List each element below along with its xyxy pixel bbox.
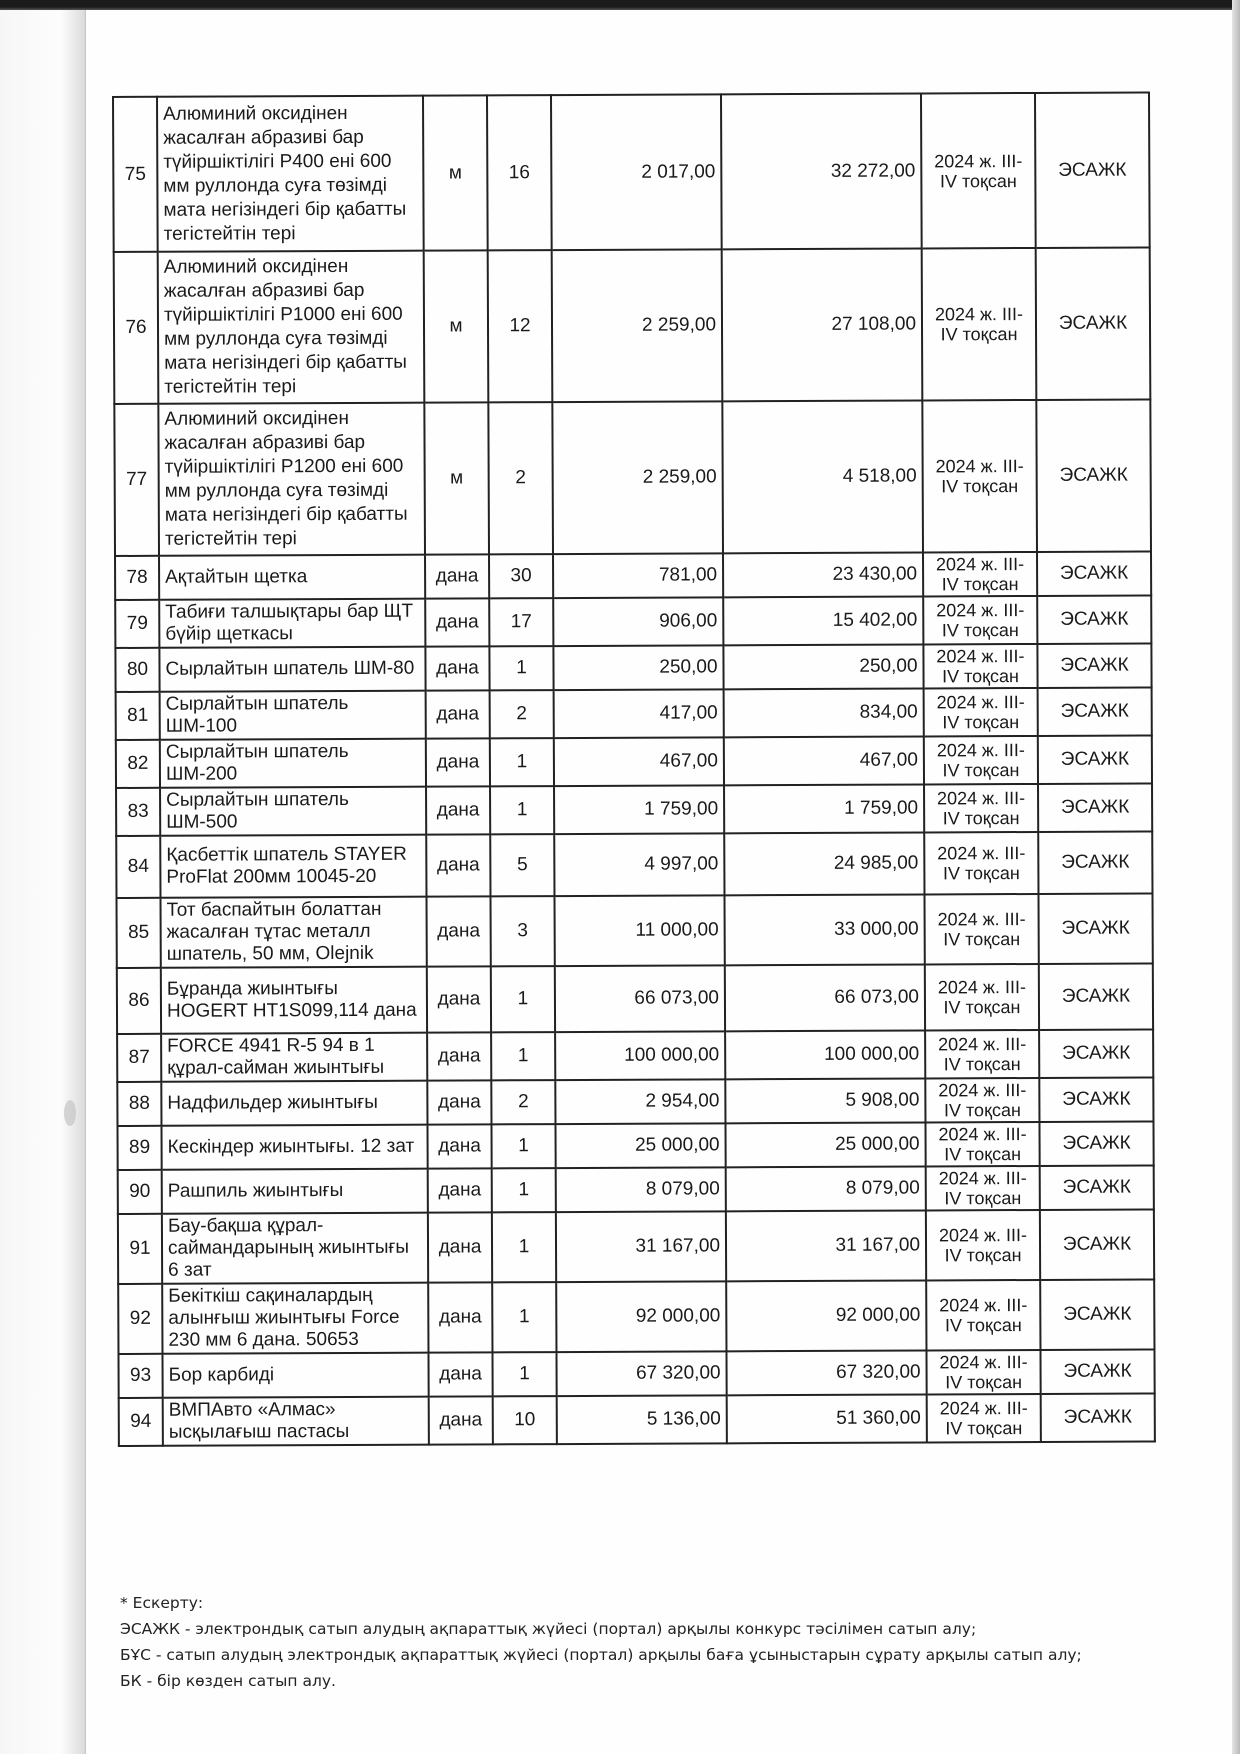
procurement-period: 2024 ж. III-IV тоқсан bbox=[922, 248, 1037, 400]
row-number: 84 bbox=[116, 836, 160, 898]
procurement-method: ЭСАЖК bbox=[1038, 831, 1152, 893]
unit-price: 2 017,00 bbox=[551, 94, 722, 250]
footnote-block bbox=[120, 1590, 1082, 1694]
table-row bbox=[117, 1077, 1153, 1126]
procurement-period: 2024 ж. III-IV тоқсан bbox=[925, 964, 1039, 1030]
unit: дана bbox=[426, 738, 490, 786]
total-amount: 1 759,00 bbox=[724, 784, 924, 833]
total-amount: 31 167,00 bbox=[726, 1210, 926, 1281]
unit: дана bbox=[428, 1282, 492, 1352]
procurement-method: ЭСАЖК bbox=[1040, 1349, 1154, 1393]
quantity: 1 bbox=[490, 738, 554, 786]
item-name: Тот баспайтын болаттан жасалған тұтас металл шпатель, 50 мм, Olejnik bbox=[160, 897, 426, 968]
procurement-period: 2024 ж. III-IV тоқсан bbox=[924, 688, 1038, 736]
unit: дана bbox=[426, 834, 490, 896]
unit-price: 417,00 bbox=[554, 689, 724, 738]
row-number: 75 bbox=[113, 97, 158, 252]
table-row bbox=[117, 1121, 1153, 1170]
quantity: 1 bbox=[492, 1168, 556, 1212]
unit: м bbox=[424, 402, 489, 554]
quantity: 30 bbox=[489, 554, 553, 598]
procurement-period: 2024 ж. III-IV тоқсан bbox=[925, 1122, 1039, 1166]
total-amount: 467,00 bbox=[724, 736, 924, 785]
procurement-period: 2024 ж. III-IV тоқсан bbox=[925, 1030, 1039, 1078]
procurement-period: 2024 ж. III-IV тоқсан bbox=[921, 93, 1036, 248]
footnote-esazhk: ЭСАЖК - электрондық сатып алудың ақпараттық жүйесі (портал) арқылы конкурс тәсілімен сатып алу; bbox=[120, 1620, 977, 1638]
procurement-method: ЭСАЖК bbox=[1036, 247, 1151, 399]
procurement-period: 2024 ж. III-IV тоқсан bbox=[924, 736, 1038, 784]
item-name: Сырлайтын шпатель ШМ-100 bbox=[160, 691, 426, 740]
unit-price: 2 954,00 bbox=[555, 1079, 725, 1124]
quantity: 5 bbox=[490, 834, 554, 896]
row-number: 77 bbox=[114, 404, 159, 556]
item-name: Табиғи талшықтары бар ЩТ бүйір щеткасы bbox=[159, 599, 425, 648]
unit: дана bbox=[428, 1168, 492, 1212]
quantity: 1 bbox=[491, 1032, 555, 1080]
total-amount: 8 079,00 bbox=[726, 1166, 926, 1211]
total-amount: 32 272,00 bbox=[721, 93, 922, 249]
quantity: 1 bbox=[492, 1212, 556, 1282]
row-number: 86 bbox=[117, 968, 161, 1034]
table-row bbox=[115, 551, 1151, 600]
unit: дана bbox=[425, 646, 489, 690]
unit-price: 67 320,00 bbox=[556, 1351, 726, 1396]
unit-price: 467,00 bbox=[554, 737, 724, 786]
procurement-period: 2024 ж. III-IV тоқсан bbox=[922, 400, 1037, 552]
procurement-method: ЭСАЖК bbox=[1038, 783, 1152, 831]
unit: м bbox=[424, 250, 489, 402]
procurement-table bbox=[112, 91, 1156, 1447]
procurement-method: ЭСАЖК bbox=[1041, 1393, 1155, 1441]
procurement-period: 2024 ж. III-IV тоқсан bbox=[923, 596, 1037, 644]
unit-price: 5 136,00 bbox=[557, 1395, 727, 1444]
total-amount: 5 908,00 bbox=[725, 1078, 925, 1123]
procurement-method: ЭСАЖК bbox=[1040, 1279, 1154, 1349]
item-name: Алюминий оксидінен жасалған абразиві бар түйіршіктілігі Р400 ені 600 мм руллонда суға төзімді мата негізіндегі бір қабатты тегістейтін тері bbox=[157, 96, 424, 252]
total-amount: 100 000,00 bbox=[725, 1030, 925, 1079]
document-page bbox=[86, 10, 1232, 1754]
total-amount: 834,00 bbox=[724, 688, 924, 737]
scanner-top-edge bbox=[0, 0, 1240, 10]
row-number: 85 bbox=[116, 898, 160, 968]
table-row bbox=[115, 595, 1151, 648]
quantity: 17 bbox=[489, 598, 553, 646]
quantity: 1 bbox=[491, 966, 555, 1032]
total-amount: 92 000,00 bbox=[726, 1280, 926, 1351]
procurement-method: ЭСАЖК bbox=[1035, 92, 1150, 247]
unit: дана bbox=[427, 1080, 491, 1124]
unit: дана bbox=[428, 1212, 492, 1282]
procurement-period: 2024 ж. III-IV тоқсан bbox=[923, 644, 1037, 688]
item-name: Сырлайтын шпатель ШМ-80 bbox=[159, 647, 425, 692]
item-name: Ақтайтын щетка bbox=[159, 555, 425, 600]
unit: дана bbox=[426, 896, 490, 966]
row-number: 91 bbox=[118, 1214, 162, 1284]
unit: м bbox=[423, 95, 488, 250]
row-number: 90 bbox=[118, 1170, 162, 1214]
scanner-right-edge bbox=[1232, 0, 1240, 1754]
procurement-period: 2024 ж. III-IV тоқсан bbox=[926, 1280, 1040, 1350]
unit: дана bbox=[426, 690, 490, 738]
quantity: 16 bbox=[487, 95, 552, 250]
table-row bbox=[118, 1165, 1154, 1214]
total-amount: 27 108,00 bbox=[722, 248, 923, 401]
procurement-method: ЭСАЖК bbox=[1040, 1209, 1154, 1279]
quantity: 1 bbox=[492, 1352, 556, 1396]
total-amount: 4 518,00 bbox=[722, 400, 923, 553]
row-number: 81 bbox=[116, 692, 160, 740]
item-name: Сырлайтын шпатель ШМ-200 bbox=[160, 739, 426, 788]
procurement-method: ЭСАЖК bbox=[1039, 963, 1153, 1029]
unit-price: 8 079,00 bbox=[556, 1167, 726, 1212]
row-number: 88 bbox=[117, 1082, 161, 1126]
quantity: 10 bbox=[493, 1396, 557, 1444]
unit-price: 92 000,00 bbox=[556, 1281, 726, 1352]
table-row bbox=[113, 92, 1150, 252]
table-row bbox=[116, 831, 1152, 898]
total-amount: 23 430,00 bbox=[723, 552, 923, 597]
total-amount: 15 402,00 bbox=[723, 596, 923, 645]
procurement-method: ЭСАЖК bbox=[1038, 687, 1152, 735]
quantity: 3 bbox=[490, 896, 554, 966]
unit: дана bbox=[425, 554, 489, 598]
item-name: Сырлайтын шпатель ШМ-500 bbox=[160, 787, 426, 836]
total-amount: 67 320,00 bbox=[726, 1350, 926, 1395]
item-name: Кескіндер жиынтығы. 12 зат bbox=[161, 1125, 427, 1170]
quantity: 1 bbox=[492, 1282, 556, 1352]
unit: дана bbox=[427, 1124, 491, 1168]
unit-price: 100 000,00 bbox=[555, 1031, 725, 1080]
unit: дана bbox=[428, 1352, 492, 1396]
quantity: 2 bbox=[490, 690, 554, 738]
item-name: Бекіткіш сақиналардың алынғыш жиынтығы Force 230 мм 6 дана. 50653 bbox=[162, 1283, 428, 1354]
unit-price: 906,00 bbox=[553, 597, 723, 646]
unit-price: 4 997,00 bbox=[554, 833, 724, 896]
table-row bbox=[114, 399, 1151, 556]
row-number: 78 bbox=[115, 556, 159, 600]
unit: дана bbox=[427, 966, 491, 1032]
table-row bbox=[115, 643, 1151, 692]
page-fold-margin bbox=[0, 10, 86, 1754]
quantity: 1 bbox=[490, 786, 554, 834]
procurement-method: ЭСАЖК bbox=[1038, 735, 1152, 783]
row-number: 80 bbox=[115, 648, 159, 692]
unit-price: 781,00 bbox=[553, 553, 723, 598]
procurement-period: 2024 ж. III-IV тоқсан bbox=[926, 1210, 1040, 1280]
table-row bbox=[119, 1393, 1155, 1446]
table-row bbox=[114, 247, 1151, 404]
table-row bbox=[118, 1209, 1154, 1284]
procurement-period: 2024 ж. III-IV тоқсан bbox=[924, 832, 1038, 894]
unit-price: 2 259,00 bbox=[552, 249, 723, 402]
procurement-method: ЭСАЖК bbox=[1040, 1165, 1154, 1209]
row-number: 93 bbox=[118, 1354, 162, 1398]
unit-price: 250,00 bbox=[553, 645, 723, 690]
table-row bbox=[116, 687, 1152, 740]
item-name: Рашпиль жиынтығы bbox=[162, 1169, 428, 1214]
procurement-method: ЭСАЖК bbox=[1037, 643, 1151, 687]
procurement-method: ЭСАЖК bbox=[1036, 399, 1151, 551]
quantity: 2 bbox=[488, 402, 553, 554]
table-row bbox=[116, 735, 1152, 788]
quantity: 1 bbox=[489, 646, 553, 690]
item-name: Бұранда жиынтығы HOGERT HT1S099,114 дана bbox=[161, 967, 427, 1034]
footnote-title: * Ескерту: bbox=[120, 1594, 204, 1612]
item-name: Бор карбиді bbox=[162, 1353, 428, 1398]
procurement-period: 2024 ж. III-IV тоқсан bbox=[927, 1394, 1041, 1442]
row-number: 92 bbox=[118, 1284, 162, 1354]
row-number: 83 bbox=[116, 788, 160, 836]
unit-price: 25 000,00 bbox=[555, 1123, 725, 1168]
quantity: 1 bbox=[491, 1124, 555, 1168]
unit: дана bbox=[427, 1032, 491, 1080]
procurement-period: 2024 ж. III-IV тоқсан bbox=[923, 552, 1037, 596]
table-body bbox=[113, 92, 1155, 1446]
unit: дана bbox=[425, 598, 489, 646]
table-row bbox=[118, 1349, 1154, 1398]
unit-price: 1 759,00 bbox=[554, 785, 724, 834]
footnote-bus: БҰС - сатып алудың электрондық ақпараттық жүйесі (портал) арқылы баға ұсыныстарын сұрату арқылы сатып алу; bbox=[120, 1646, 1082, 1664]
procurement-period: 2024 ж. III-IV тоқсан bbox=[926, 1166, 1040, 1210]
total-amount: 250,00 bbox=[723, 644, 923, 689]
item-name: ВМПАвто «Алмас» ысқылағыш пастасы bbox=[163, 1397, 429, 1446]
quantity: 2 bbox=[491, 1080, 555, 1124]
table-row bbox=[118, 1279, 1154, 1354]
procurement-method: ЭСАЖК bbox=[1038, 893, 1152, 963]
item-name: Алюминий оксидінен жасалған абразиві бар түйіршіктілігі Р1000 ені 600 мм руллонда суға төзімді мата негізіндегі бір қабатты тегістейтін тері bbox=[158, 251, 425, 404]
item-name: FORCE 4941 R-5 94 в 1 құрал-сайман жиынтығы bbox=[161, 1033, 427, 1082]
total-amount: 33 000,00 bbox=[724, 894, 924, 965]
procurement-period: 2024 ж. III-IV тоқсан bbox=[924, 784, 1038, 832]
procurement-period: 2024 ж. III-IV тоқсан bbox=[925, 1078, 1039, 1122]
row-number: 89 bbox=[117, 1126, 161, 1170]
row-number: 76 bbox=[114, 252, 159, 404]
table-row bbox=[116, 783, 1152, 836]
unit: дана bbox=[429, 1396, 493, 1444]
unit-price: 66 073,00 bbox=[555, 965, 725, 1032]
procurement-method: ЭСАЖК bbox=[1037, 551, 1151, 595]
item-name: Надфильдер жиынтығы bbox=[161, 1081, 427, 1126]
procurement-method: ЭСАЖК bbox=[1039, 1121, 1153, 1165]
procurement-method: ЭСАЖК bbox=[1039, 1077, 1153, 1121]
procurement-method: ЭСАЖК bbox=[1037, 595, 1151, 643]
unit: дана bbox=[426, 786, 490, 834]
row-number: 94 bbox=[119, 1398, 163, 1446]
footnote-bk: БК - бір көзден сатып алу. bbox=[120, 1672, 336, 1690]
table-row bbox=[117, 963, 1153, 1034]
row-number: 82 bbox=[116, 740, 160, 788]
quantity: 12 bbox=[488, 250, 553, 402]
table-row bbox=[116, 893, 1152, 968]
total-amount: 66 073,00 bbox=[725, 964, 925, 1031]
row-number: 79 bbox=[115, 600, 159, 648]
unit-price: 31 167,00 bbox=[556, 1211, 726, 1282]
item-name: Алюминий оксидінен жасалған абразиві бар түйіршіктілігі Р1200 ені 600 мм руллонда суға төзімді мата негізіндегі бір қабатты тегістейтін тері bbox=[158, 403, 425, 556]
total-amount: 24 985,00 bbox=[724, 832, 924, 895]
row-number: 87 bbox=[117, 1034, 161, 1082]
table-row bbox=[117, 1029, 1153, 1082]
procurement-method: ЭСАЖК bbox=[1039, 1029, 1153, 1077]
punch-hole bbox=[64, 1100, 76, 1126]
unit-price: 2 259,00 bbox=[552, 401, 723, 554]
unit-price: 11 000,00 bbox=[554, 895, 724, 966]
total-amount: 25 000,00 bbox=[725, 1122, 925, 1167]
item-name: Бау-бақша құрал-саймандарының жиынтығы 6 зат bbox=[162, 1213, 428, 1284]
procurement-period: 2024 ж. III-IV тоқсан bbox=[924, 894, 1038, 964]
total-amount: 51 360,00 bbox=[727, 1394, 927, 1443]
item-name: Қасбеттік шпатель STAYER ProFlat 200мм 10045-20 bbox=[160, 835, 426, 898]
procurement-period: 2024 ж. III-IV тоқсан bbox=[926, 1350, 1040, 1394]
